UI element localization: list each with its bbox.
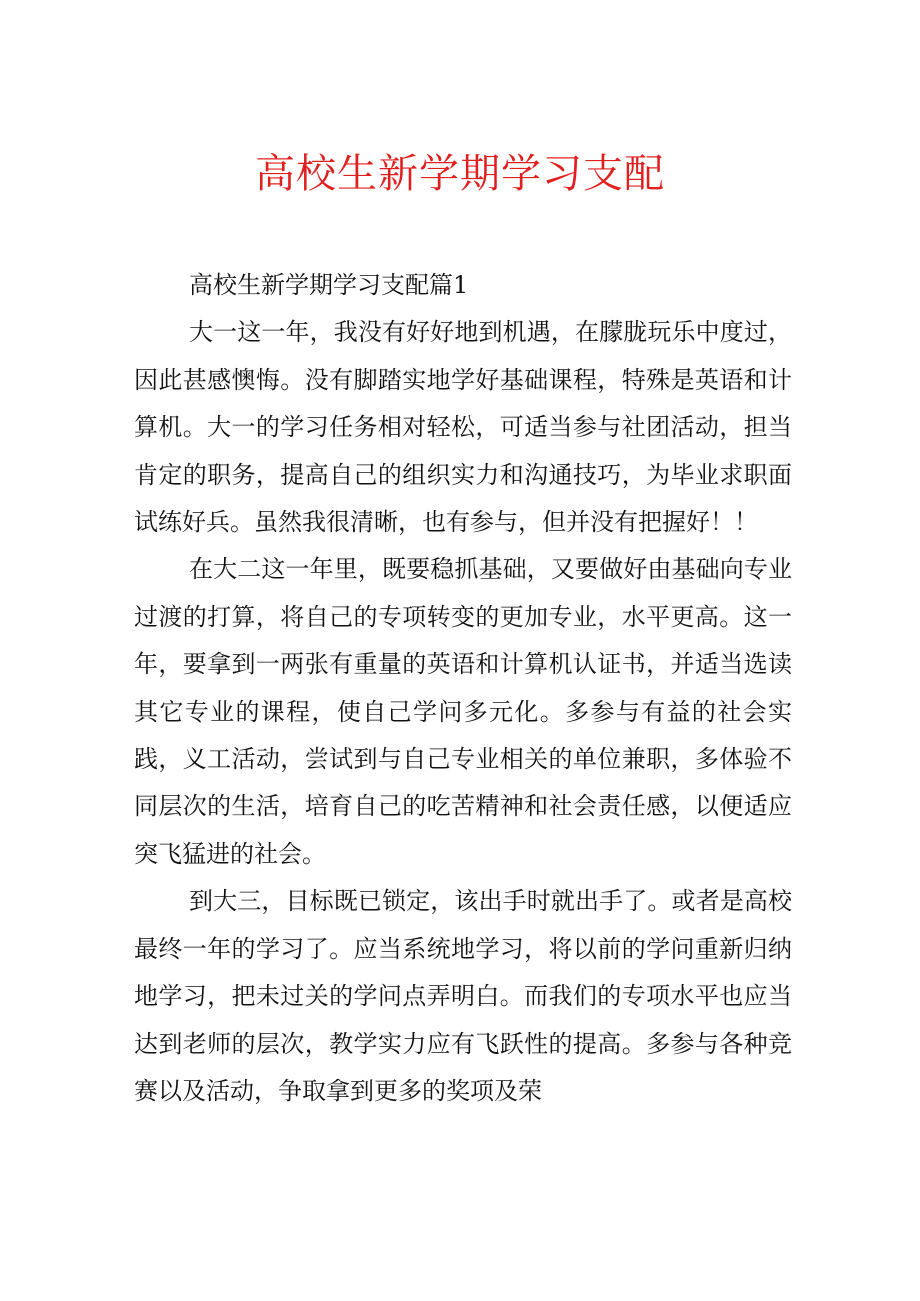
document-body: [134, 262, 792, 1115]
paragraph-year-three: 到大三，目标既已锁定，该出手时就出手了。或者是高校最终一年的学习了。应当系统地学习，将以前的学问重新归纳地学习，把未过关的学问点弄明白。而我们的专项水平也应当达到老师的层次，教学实力应有飞跃性的提高。多参与各种竞赛以及活动，争取拿到更多的奖项及荣: [134, 887, 792, 1105]
paragraph-year-one: 大一这一年，我没有好好地到机遇，在朦胧玩乐中度过，因此甚感懊悔。没有脚踏实地学好基础课程，特殊是英语和计算机。大一的学习任务相对轻松，可适当参与社团活动，担当肯定的职务，提高自己的组织实力和沟通技巧，为毕业求职面试练好兵。虽然我很清晰，也有参与，但并没有把握好！！: [134, 318, 792, 537]
document-title: 高校生新学期学习支配: [255, 151, 665, 197]
paragraph-year-two: 在大二这一年里，既要稳抓基础，又要做好由基础向专业过渡的打算，将自己的专项转变的更加专业，水平更高。这一年，要拿到一两张有重量的英语和计算机认证书，并适当选读其它专业的课程，使自己学问多元化。多参与有益的社会实践，义工活动，尝试到与自己专业相关的单位兼职，多体验不同层次的生活，培育自己的吃苦精神和社会责任感，以便适应突飞猛进的社会。: [134, 555, 792, 868]
section-heading: 高校生新学期学习支配篇1: [189, 271, 469, 299]
